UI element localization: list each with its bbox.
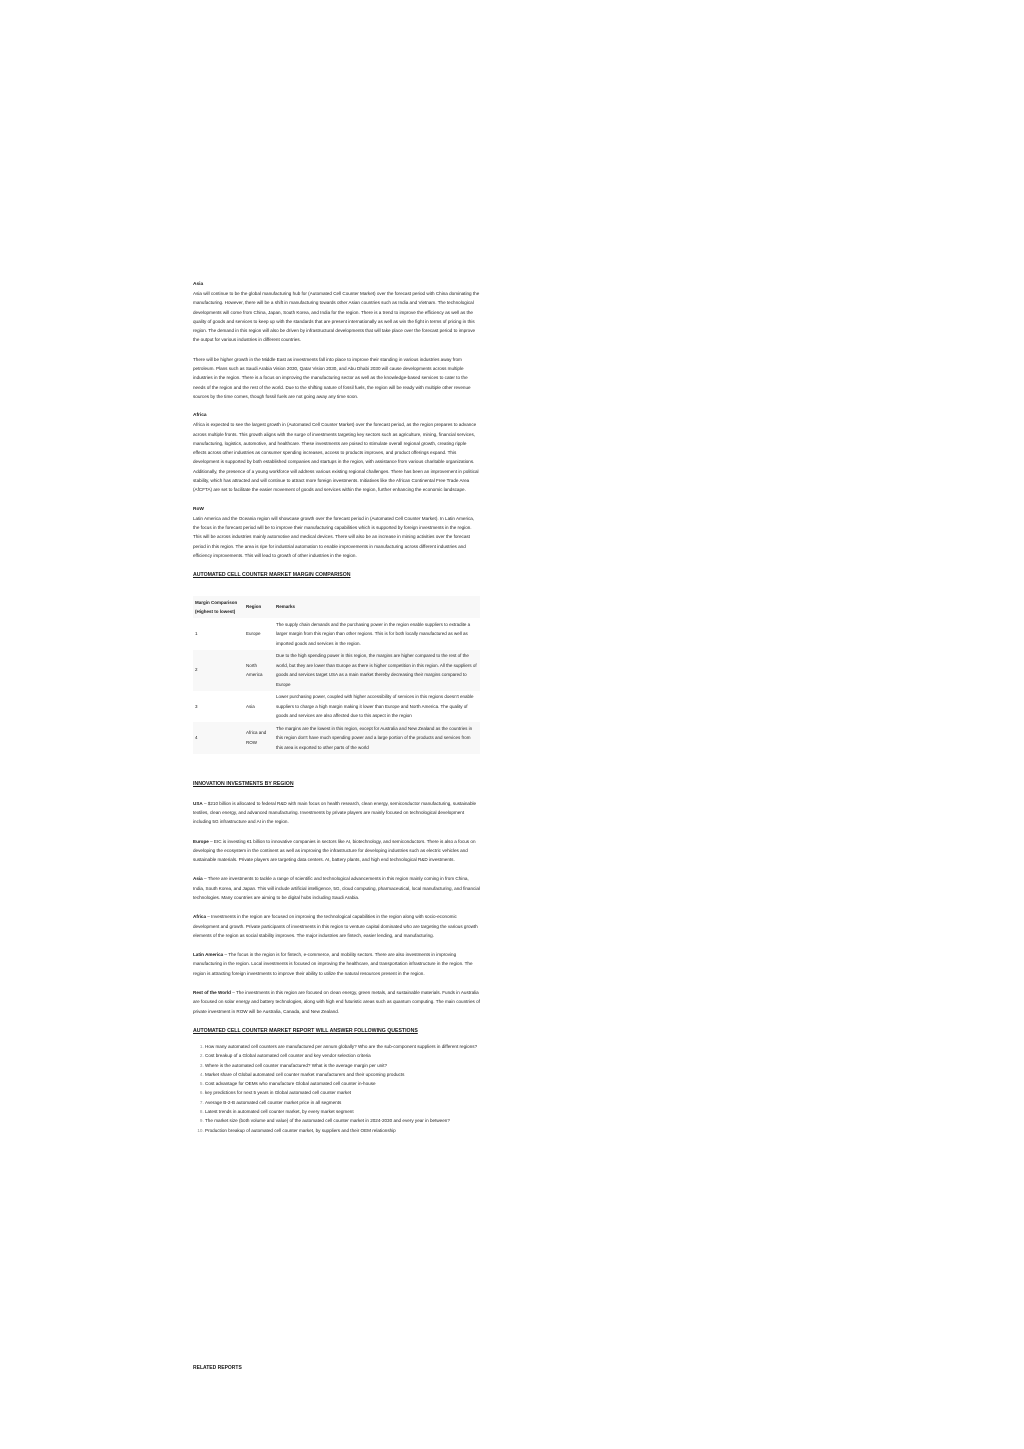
table-cell: Asia: [246, 703, 255, 709]
table-row: [193, 691, 480, 723]
region-paragraph: Asia will continue to be the global manufacturing hub for (Automated Cell Counter Market) over the forecast period with China dominating the manufacturing. However, there will be a shift in manufacturing towards other Asian countries such as India and Vietnam. The technological developments will come from China, Japan, South Korea, and India for the region. There is a trend to improve the efficiency as well as the quality of goods and services to keep up with the standards that are present internationally as well as win the fight in terms of pricing in this region. The demand in this region will also be driven by infrastructural developments that will take place over the forecast period to improve the output for various industries in different countries.: [193, 291, 480, 343]
list-item: 2. Cost breakup of a Global automated cell counter and key vendor selection criteria: [205, 1051, 480, 1060]
investment-label: Rest of the World: [193, 990, 231, 996]
report-questions-list: [193, 1042, 480, 1135]
investment-label: Africa: [193, 914, 207, 920]
list-item: 9. The market size (both volume and value) of the automated cell counter market in 2024-2030 and every year in between?: [205, 1116, 480, 1125]
margin-comparison-table: [193, 596, 480, 754]
table-row: [193, 722, 480, 754]
region-row: [193, 505, 480, 560]
table-cell: 4: [195, 735, 198, 741]
column-header: Margin Comparison (Highest to lowest): [195, 599, 238, 615]
investment-item-usa: [193, 799, 480, 827]
table-cell: The supply chain demands and the purchasing power in the region enable suppliers to extradite a larger margin from this region than other regions. This is for both locally manufactured as well as imported goods and services in the region.: [276, 621, 471, 646]
list-item: 6. key predictions for next 5 years in Global automated cell counter market: [205, 1088, 480, 1097]
list-item: 10. Production breakup of automated cell counter market, by suppliers and their OEM relationship: [205, 1126, 480, 1135]
investment-label: Latin America: [193, 952, 224, 958]
investment-label: Asia: [193, 876, 203, 882]
table-cell: The margins are the lowest in this region, except for Australia and New Zealand as the countries in this region don't have much spending power and a large portion of the products and services from this area is exported to other parts of the world: [276, 725, 473, 750]
investment-text: – There are investments to tackle a range of scientific and technological advancements in this region mainly coming in from China, India, South Korea, and Japan. This will include artificial intelligence, 5G, cloud computing, pharmaceutical, local manufacturing, and financial technologies. Many countries are aiming to be digital hubs including Saudi Arabia.: [193, 876, 480, 900]
region-heading-asia: Asia: [193, 282, 204, 287]
region-paragraph: Latin America and the Oceania region will showcase growth over the forecast period in (Automated Cell Counter Market). In Latin America, the focus in the forecast period will be to improve their manufacturing capabilities which is supported by foreign investments in the region. This will be across industries mainly automotive and medical devices. There will also be an increase in mining activities over the forecast period in this region. The area is ripe for industrial automation to enable improvements in manufacturing across different industries and efficiency improvements. This will lead to growth of other industries in the region.: [193, 515, 475, 558]
innovation-list: [193, 799, 480, 1016]
investment-item-africa: [193, 912, 480, 940]
table-cell: 3: [195, 703, 198, 709]
table-cell: Africa and ROW: [246, 730, 267, 745]
list-item: 4. Market share of Global automated cell counter market manufacturers and their upcoming products: [205, 1070, 480, 1079]
region-heading-africa: Africa: [193, 413, 207, 419]
investment-label: USA: [193, 800, 203, 806]
investment-text: – $210 billion is allocated to federal R&D with main focus on health research, clean energy, semiconductor manufacturing, sustainable textiles, clean energy, and advanced manufacturing. Investments by private players are mainly focused on technological development including 5G infrastructure and AI in the region.: [193, 800, 477, 825]
investment-text: – Investments in the region are focused on improving the technological capabilities in the region along with socio-economic development and growth. Private participants of investments in this region to venture capital dominated who are targeting the various growth elements of the region as social stability improves. The major industries are fintech, easier lending, and manufacturing.: [193, 914, 478, 938]
related-reports-heading: RELATED REPORTS: [193, 1365, 242, 1371]
investment-text: – EIC is investing €1 billion to innovative companies in sectors like AI, biotechnology, and semiconductors. There is also a focus on developing the ecosystem in the continent as well as improving the infrastructure for developing industries such as electric vehicles and sustainable materials. Private players are targeting data centers. AI, battery plants, and high end technological R&D investments.: [193, 838, 476, 863]
list-item: 1. How many automated cell counters are manufactured per annum globally? Who are the sub-component suppliers in different regions?: [205, 1042, 480, 1051]
list-item: 5. Cost advantage for OEMs who manufacture Global automated cell counter in-house: [205, 1079, 480, 1088]
investment-label: Europe: [193, 838, 209, 844]
list-item: 7. Average B-2-B automated cell counter market price in all segments: [205, 1098, 480, 1107]
table-cell: 1: [195, 631, 198, 637]
column-header: Remarks: [276, 604, 296, 610]
report-content: [193, 280, 480, 1135]
investment-item-asia: [193, 874, 480, 902]
region-paragraph: Africa is expected to see the largest growth in (Automated Cell Counter Market) over the forecast period, as the region prepares to advance across multiple fronts. This growth aligns with the surge of investments targeting key sectors such as agriculture, mining, financial services, manufacturing, logistics, automotive, and healthcare. These investments are poised to stimulate overall regional growth, creating ripple effects across other industries as consumer spending increases, access to products improves, and product offerings expand. This development is supported by both established companies and startups in the region, with assistance from various charitable organizations. Additionally, the presence of a young workforce will address various existing regional challenges. There has been an improvement in political stability, which has attracted and will continue to attract more foreign investments. Initiatives like the African Continental Free Trade Area (AfCFTA) are set to facilitate the easier movement of goods and services within the region, further enhancing the economic landscape.: [193, 422, 479, 493]
list-item: 8. Latest trends in automated cell counter market, by every market segment: [205, 1107, 480, 1116]
investment-item-latin-america: [193, 950, 480, 978]
table-header-row: [193, 596, 480, 618]
table-cell: North America: [246, 662, 263, 678]
region-asia: [193, 280, 480, 401]
list-item: 3. Where is the automated cell counter manufactured? What is the average margin per unit?: [205, 1061, 480, 1070]
investment-text: – The focus in the region is for fintech, e-commerce, and mobility sectors. There are also investments in improving manufacturing in the region. Local investments is focused on improving the healthcare, and transportation infrastructure in the region. The region is attracting foreign investments to improve their ability to utilize the natural resources present in the region.: [193, 952, 473, 976]
region-paragraph: There will be higher growth in the Middle East as investments fall into place to improve their standing in various industries away from petroleum. Plans such as Saudi Arabia Vision 2030, Qatar Vision 2030, and Abu Dhabi 2030 will cause developments across multiple industries in the region. There is a focus on improving the manufacturing sector as well as the knowledge-based services to cater to the needs of the region and the rest of the world. Due to the shifting nature of fossil fuels, the region will be ready with multiple other revenue sources by the time comes, though fossil fuels are not going away any time soon.: [193, 356, 471, 399]
table-row: [193, 618, 480, 650]
innovation-investments-title: INNOVATION INVESTMENTS BY REGION: [193, 780, 294, 787]
table-cell: Europe: [246, 631, 261, 637]
column-header: Region: [246, 604, 262, 610]
region-heading-row: RoW: [193, 506, 204, 512]
table-cell: 2: [195, 667, 198, 673]
investment-text: – The investments in this region are focused on clean energy, green metals, and sustainable materials. Funds in Australia are focused on solar energy and battery technologies, along with high end futuristic areas such as quantum computing. The main countries of private investment in ROW will be Australia, Canada, and New Zealand.: [193, 990, 480, 1014]
table-row: [193, 650, 480, 691]
margin-comparison-title: AUTOMATED CELL COUNTER MARKET MARGIN COMPARISON: [193, 572, 351, 579]
region-africa: [193, 411, 480, 494]
investment-item-rest-of-world: [193, 988, 480, 1016]
table-cell: Due to the high spending power in this region, the margins are higher compared to the rest of the world, but they are lower than Europe as there is higher competition in this region. All the suppliers of goods and services target USA as a main market thereby decreasing their margins compared to Europe: [276, 653, 477, 687]
report-questions-title: AUTOMATED CELL COUNTER MARKET REPORT WILL ANSWER FOLLOWING QUESTIONS: [193, 1027, 418, 1034]
investment-item-europe: [193, 837, 480, 865]
table-cell: Lower purchasing power, coupled with higher accessibility of services in this regions doesn't enable suppliers to charge a high margin making it lower than Europe and North America. The quality of goods and services are also affected due to this aspect in the region: [276, 694, 474, 719]
